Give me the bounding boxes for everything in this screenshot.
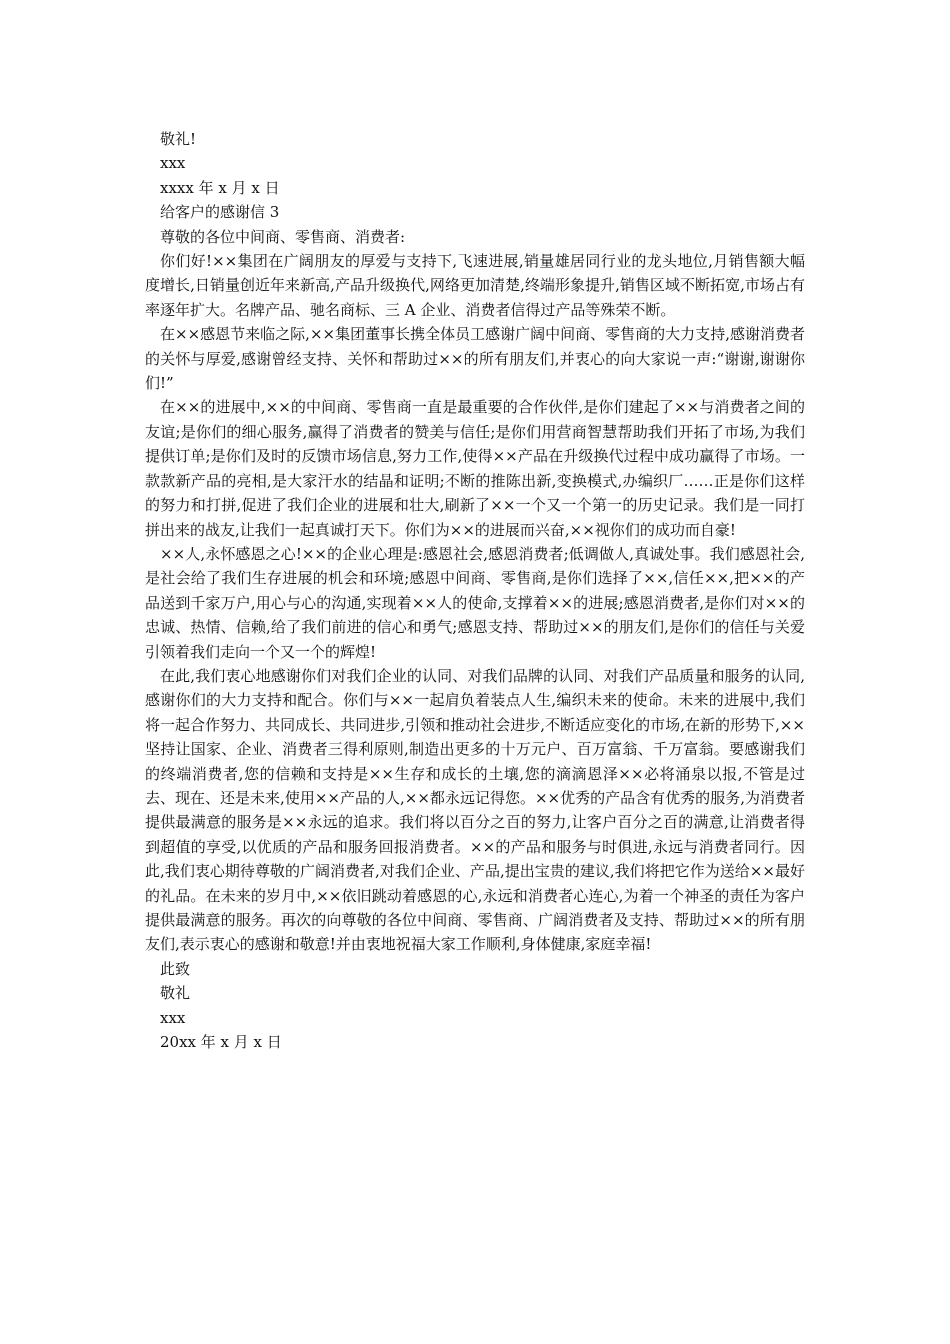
closing-line-1: 此致 [160,959,191,978]
letter-signature: xxx [160,1008,186,1027]
previous-signature: xxx [160,154,186,173]
letter-date: 20xx 年 x 月 x 日 [160,1033,282,1052]
paragraph-2: 在××感恩节来临之际,××集团董事长携全体员工感谢广阔中间商、零售商的大力支持,感谢消费者的关怀与厚爱,感谢曾经支持、关怀和帮助过××的所有朋友们,并衷心的向大家说一声:“谢谢,谢谢你们!” [145,325,805,393]
paragraph-3: 在××的进展中,××的中间商、零售商一直是最重要的合作伙伴,是你们建起了××与消费者之间的友谊;是你们的细心服务,赢得了消费者的赞美与信任;是你们用营商智慧帮助我们开拓了市场,为我们提供订单;是你们及时的反馈市场信息,努力工作,使得××产品在升级换代过程中成功赢得了市场。一款款新产品的亮相,是大家汗水的结晶和证明;不断的推陈出新,变换模式,办编织厂……正是你们这样的努力和打拼,促进了我们企业的进展和壮大,刷新了××一个又一个第一的历史记录。我们是一同打拼出来的战友,让我们一起真诚打天下。你们为××的进展而兴奋,××视你们的成功而自豪! [145,398,805,539]
paragraph-4: ××人,永怀感恩之心!××的企业心理是:感恩社会,感恩消费者;低调做人,真诚处事。我们感恩社会,是社会给了我们生存进展的机会和环境;感恩中间商、零售商,是你们选择了××,信任××,把××的产品送到千家万户,用心与心的沟通,实现着××人的使命,支撑着××的进展;感恩消费者,是你们对××的忠诚、热情、信赖,给了我们前进的信心和勇气;感恩支持、帮助过××的朋友们,是你们的信任与关爱引领着我们走向一个又一个的辉煌! [145,544,805,661]
document-page [145,127,805,1054]
paragraph-5: 在此,我们衷心地感谢你们对我们企业的认同、对我们品牌的认同、对我们产品质量和服务的认同,感谢你们的大力支持和配合。你们与××一起肩负着装点人生,编织未来的使命。未来的进展中,我们将一起合作努力、共同成长、共同进步,引领和推动社会进步,不断适应变化的市场,在新的形势下,××坚持让国家、企业、消费者三得利原则,制造出更多的十万元户、百万富翁、千万富翁。要感谢我们的终端消费者,您的信赖和支持是××生存和成长的土壤,您的滴滴恩泽××必将涌泉以报,不管是过去、现在、还是未来,使用××产品的人,××都永远记得您。××优秀的产品含有优秀的服务,为消费者提供最满意的服务是××永远的追求。我们将以百分之百的努力,让客户百分之百的满意,让消费者得到超值的享受,以优质的产品和服务回报消费者。××的产品和服务与时俱进,永远与消费者同行。因此,我们衷心期待尊敬的广阔消费者,对我们企业、产品,提出宝贵的建议,我们将把它作为送给××最好的礼品。在未来的岁月中,××依旧跳动着感恩的心,永远和消费者心连心,为着一个神圣的责任为客户提供最满意的服务。再次的向尊敬的各位中间商、零售商、广阔消费者及支持、帮助过××的所有朋友们,表示衷心的感谢和敬意!并由衷地祝福大家工作顺利,身体健康,家庭幸福! [145,666,805,954]
letter-title: 给客户的感谢信 3 [160,203,280,222]
paragraph-1: 你们好!××集团在广阔朋友的厚爱与支持下,飞速进展,销量雄居同行业的龙头地位,月销售额大幅度增长,日销量创近年来新高,产品升级换代,网络更加清楚,终端形象提升,销售区域不断拓宽,市场占有率逐年扩大。名牌产品、驰名商标、三 A 企业、消费者信得过产品等殊荣不断。 [145,252,805,319]
closing-line-2: 敬礼 [160,984,191,1003]
letter-salutation: 尊敬的各位中间商、零售商、消费者: [160,227,406,246]
previous-closing: 敬礼! [160,130,197,148]
previous-date: xxxx 年 x 月 x 日 [160,178,280,197]
